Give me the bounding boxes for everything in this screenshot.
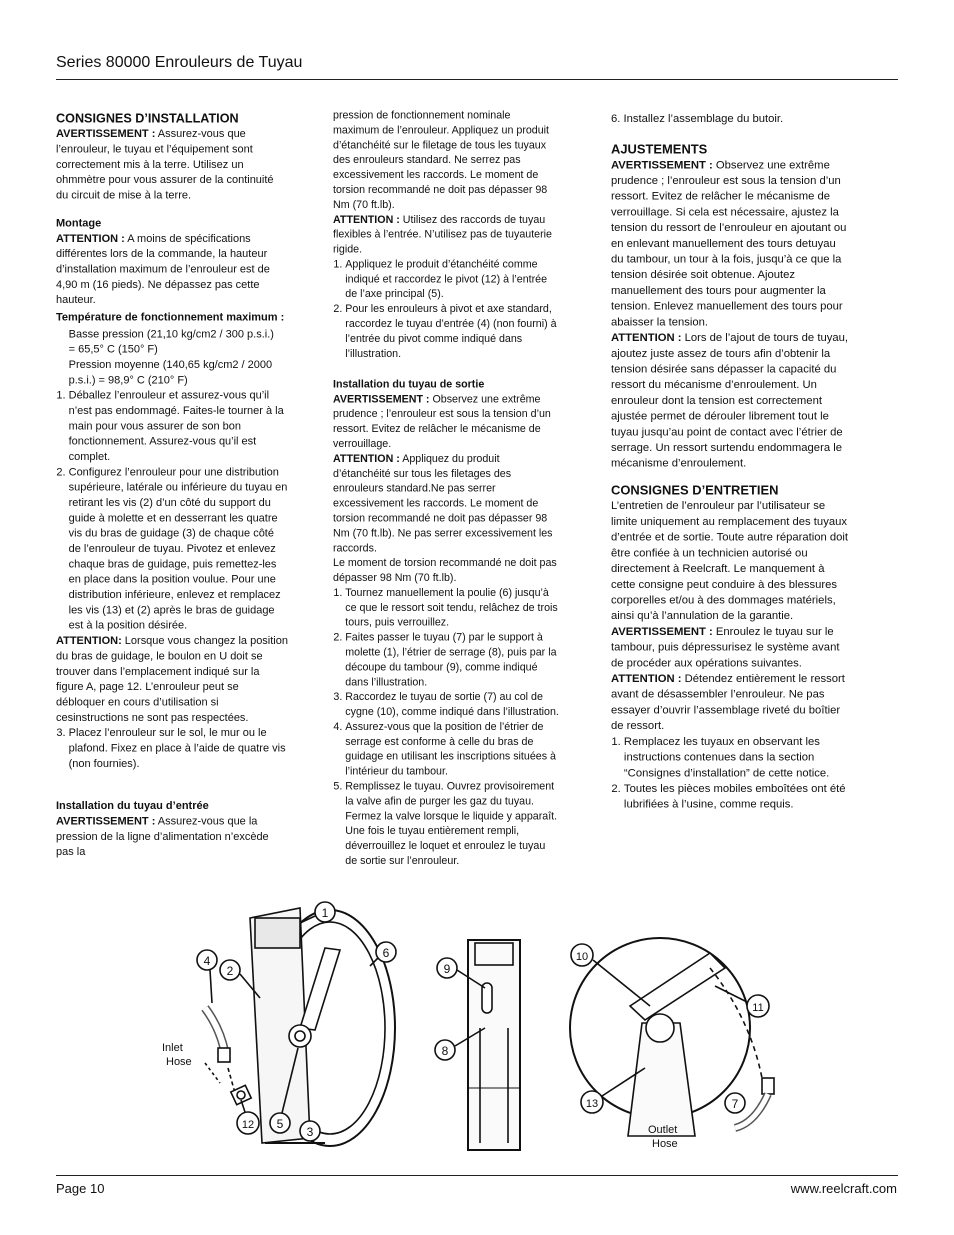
heading-maintenance: CONSIGNES D’ENTRETIEN bbox=[611, 482, 779, 498]
inlet-label-line1: Inlet bbox=[162, 1042, 183, 1054]
outlet-label-line2: Hose bbox=[652, 1138, 678, 1150]
attention-text: Lorsque vous changez la position du bras de guidage, le boulon en U doit se trouver dans l’emplacement indiqué sur la figure A, page 12. L’enrouleur peut se débloquer en cours d’utilisation si cesinstructions ne sont pas respectées. bbox=[56, 634, 288, 724]
attention-sealant bbox=[333, 451, 559, 555]
callout-6 bbox=[370, 942, 396, 966]
attention-text: Appliquez du produit d’étanchéité sur tous les filetages des enrouleurs standard.Ne pas serrer excessivement les raccords. Le moment de torsion recommandé ne doit pas dépasser 98 Nm (70 ft.lb). Ne pas serrer excessivement les raccords. bbox=[333, 452, 553, 554]
outlet-step-3: 3. Raccordez le tuyau de sortie (7) au col de cygne (10), comme indiqué dans l’illustration. bbox=[345, 690, 559, 720]
warning-label: AVERTISSEMENT : bbox=[56, 814, 156, 828]
attention-text: A moins de spécifications différentes lors de la commande, la hauteur d’installation maximum de l’enrouleur est de 4,90 m (16 pieds). Ne dépassez pas cette hauteur. bbox=[56, 231, 270, 306]
page-header-title: Series 80000 Enrouleurs de Tuyau bbox=[56, 54, 303, 71]
warning-spring-tension bbox=[333, 392, 559, 452]
warning-text: Assurez-vous que la pression de la ligne d’alimentation n’excède pas la bbox=[56, 814, 269, 858]
torque-note: Le moment de torsion recommandé ne doit pas dépasser 98 Nm (70 ft.lb). bbox=[333, 556, 557, 584]
install-step-2: 2. Configurez l’enrouleur pour une distribution supérieure, latérale ou inférieure du tuyau en retirant les vis (2) d’un côté du support du guide à molette et en desserrant les quatre vis du bras de guidage (3) de chaque côté de l’enrouleur de tuyau. Pivotez et enlevez chaque bras de guidage, puis remettez-les en place dans la position voulue. Pour une distribution inférieure, enlevez et remplacez les vis (13) et (2) après le bras de guidage est à la position désirée. bbox=[69, 465, 289, 634]
inlet-step-1: 1. Appliquez le produit d’étanchéité comme indiqué et raccordez le pivot (12) à l’entrée de l’axe principal (5). bbox=[345, 257, 559, 302]
warning-label: AVERTISSEMENT : bbox=[611, 624, 713, 638]
attention-label: ATTENTION : bbox=[56, 231, 125, 245]
warning-depressurize bbox=[611, 624, 849, 671]
callout-1 bbox=[300, 902, 335, 923]
install-step-3: 3. Placez l’enrouleur sur le sol, le mur ou le plafond. Fixez en place à l’aide de quatre vis (non fournies). bbox=[69, 725, 289, 771]
callout-4 bbox=[197, 950, 217, 1003]
outlet-step-1: 1. Tournez manuellement la poulie (6) jusqu’à ce que le ressort soit tendu, relâchez de trois tours, puis verrouillez. bbox=[345, 585, 559, 630]
heading-inlet-hose: Installation du tuyau d’entrée bbox=[56, 799, 209, 812]
column-left bbox=[56, 111, 289, 860]
warning-text: Enroulez le tuyau sur le tambour, puis dépressurisez le système avant de procéder aux opérations suivantes. bbox=[611, 624, 840, 670]
heading-temperature: Température de fonctionnement maximum : bbox=[56, 310, 285, 323]
heading-outlet-hose: Installation du tuyau de sortie bbox=[333, 377, 485, 391]
heading-adjustments: AJUSTEMENTS bbox=[611, 141, 708, 157]
svg-text:8: 8 bbox=[441, 1044, 449, 1058]
callout-3 bbox=[300, 1121, 320, 1141]
svg-text:11: 11 bbox=[752, 1002, 764, 1014]
maintenance-step-1: 1. Remplacez les tuyaux en observant les instructions contenues dans la section “Consignes d’installation” de cette notice. bbox=[624, 734, 849, 781]
footer-rule bbox=[56, 1175, 898, 1176]
svg-text:5: 5 bbox=[276, 1117, 284, 1131]
outlet-step-6: 6. Installez l’assemblage du butoir. bbox=[611, 111, 784, 125]
attention-label: ATTENTION: bbox=[56, 634, 122, 647]
column-right bbox=[611, 111, 849, 812]
warning-text: Observez une extrême prudence ; l’enrouleur est sous la tension d’un ressort. Evitez de relâcher le mécanisme de verrouillage. Si cela est nécessaire, ajustez la tension du ressort de l’enrouleur en ajoutant ou en enlevant manuellement des tours detuyau du tambour, un tour à la fois, jusqu’à ce que la tension désirée soit obtenue. Ajoutez manuellement des tours pour augmenter la tension. Enlevez manuellement des tours pour abaisser la tension. bbox=[611, 158, 847, 329]
install-step-1: 1. Déballez l’enrouleur et assurez-vous qu’il n’est pas endommagé. Faites-le tourner à la main pour vous assurer de son bon fonctionnement. Assurez-vous qu’il est complet. bbox=[69, 388, 289, 465]
attention-adding-wraps bbox=[611, 330, 849, 471]
install-steps-list-cont bbox=[56, 725, 289, 771]
inlet-pressure-continued: pression de fonctionnement nominale maximum de l’enrouleur. Appliquez un produit d’étanchéité sur le filetage de tous les tuyaux des enrouleurs standard. Ne serrez pas excessivement les raccords. Le moment de torsion recommandé ne doit pas dépasser 98 Nm (70 ft.lb). bbox=[333, 108, 550, 211]
footer-url: www.reelcraft.com bbox=[790, 1181, 897, 1196]
outlet-steps-list bbox=[333, 585, 559, 868]
attention-label: ATTENTION : bbox=[333, 452, 400, 465]
maintenance-steps-list bbox=[611, 734, 849, 813]
warning-label: AVERTISSEMENT : bbox=[611, 158, 713, 172]
temp-low-pressure: Basse pression (21,10 kg/cm2 / 300 p.s.i.) = 65,5° C (150° F) bbox=[68, 327, 274, 356]
header-rule bbox=[56, 79, 898, 80]
warning-label: AVERTISSEMENT : bbox=[333, 392, 430, 405]
heading-montage: Montage bbox=[56, 216, 102, 230]
callout-7 bbox=[725, 1093, 745, 1113]
warning-label: AVERTISSEMENT : bbox=[56, 127, 156, 140]
warning-adjust-tension bbox=[611, 157, 849, 330]
attention-label: ATTENTION : bbox=[611, 330, 682, 344]
attention-height bbox=[56, 231, 289, 308]
outlet-label-line1: Outlet bbox=[648, 1124, 678, 1136]
svg-text:7: 7 bbox=[731, 1097, 739, 1111]
svg-text:1: 1 bbox=[321, 906, 329, 920]
temp-medium-pressure: Pression moyenne (140,65 kg/cm2 / 2000 p.s.i.) = 98,9° C (210° F) bbox=[68, 358, 273, 387]
attention-text: Lors de l’ajout de tours de tuyau, ajoutez juste assez de tours afin d’obtenir la tension désirée sans dépasser la capacité du ressort du mécanisme d’enroulement. Un enrouleur dont la tension est correctement ajustée permet de dérouler librement tout le tuyau jusqu’au point de contact avec l’étrier de serrage. Un ressort surtendu endommagera le mécanisme d’enroulement. bbox=[611, 330, 849, 470]
install-steps-list bbox=[56, 388, 289, 633]
svg-text:9: 9 bbox=[443, 962, 451, 976]
inlet-steps-list bbox=[333, 257, 559, 361]
inlet-step-2: 2. Pour les enrouleurs à pivot et axe standard, raccordez le tuyau d’entrée (4) (non fourni) à l’entrée du pivot comme indiqué dans l’illustration. bbox=[345, 302, 559, 362]
svg-text:6: 6 bbox=[382, 946, 390, 960]
outlet-step-4: 4. Assurez-vous que la position de l’étrier de serrage est conforme à celle du bras de guidage en utilisant les inscriptions situées à l’intérieur du tambour. bbox=[345, 719, 559, 779]
attention-guide-arm bbox=[56, 633, 289, 725]
attention-text: Détendez entièrement le ressort avant de désassembler l’enrouleur. Ne pas essayer d’ouvrir l’assemblage riveté du boîtier de ressort. bbox=[611, 671, 845, 732]
page-number: Page 10 bbox=[56, 1181, 105, 1196]
column-middle bbox=[333, 108, 559, 868]
svg-text:4: 4 bbox=[203, 954, 211, 968]
hose-reel-illustration bbox=[150, 888, 800, 1168]
inlet-label-line2: Hose bbox=[166, 1056, 192, 1068]
outlet-step-2: 2. Faites passer le tuyau (7) par le support à molette (1), l’étrier de serrage (8), puis par la découpe du tambour (9), comme indiqué dans l’illustration. bbox=[345, 630, 559, 690]
heading-installation: CONSIGNES D’INSTALLATION bbox=[56, 111, 239, 126]
reel-side-view bbox=[205, 908, 395, 1146]
maintenance-text: L’entretien de l’enrouleur par l’utilisateur se limite uniquement au remplacement des tuyaux d’entrée et de sortie. Toute autre réparation doit être confiée à un technicien autorisé ou directement à Reelcraft. Le manquement à cette consigne peut conduire à des blessures corporelles et/ou à des dommages matériels, ainsi qu’à l’annulation de la garantie. bbox=[611, 499, 849, 622]
callout-12 bbox=[237, 1100, 259, 1134]
outlet-step-5: 5. Remplissez le tuyau. Ouvrez provisoirement la valve afin de purger les gaz du tuyau. Fermez la valve lorsque le liquide y apparaît. Une fois le tuyau entièrement rempli, déverrouillez le loquet et enroulez le tuyau de sortie sur l’enrouleur. bbox=[345, 779, 559, 868]
reel-front-view bbox=[468, 940, 520, 1150]
svg-text:2: 2 bbox=[226, 964, 234, 978]
attention-label: ATTENTION : bbox=[611, 671, 682, 685]
maintenance-step-2: 2. Toutes les pièces mobiles emboîtées ont été lubrifiées à l’usine, comme requis. bbox=[624, 781, 849, 812]
attention-flexible-fittings bbox=[333, 212, 559, 257]
warning-text: Assurez-vous que l’enrouleur, le tuyau et l’équipement sont correctement mis à la terre. Utilisez un ohmmètre pour vous assurer de la continuité du circuit de mise à la terre. bbox=[56, 127, 274, 202]
attention-spring-release bbox=[611, 671, 849, 734]
svg-text:3: 3 bbox=[306, 1125, 314, 1139]
svg-text:13: 13 bbox=[585, 1098, 599, 1110]
attention-label: ATTENTION : bbox=[333, 213, 400, 226]
warning-text: Observez une extrême prudence ; l’enrouleur est sous la tension d’un ressort. Evitez de relâcher le mécanisme de verrouillage. bbox=[333, 392, 551, 450]
svg-text:12: 12 bbox=[241, 1119, 255, 1131]
attention-text: Utilisez des raccords de tuyau flexibles à l’entrée. N’utilisez pas de tuyauterie rigide. bbox=[333, 213, 552, 256]
svg-text:10: 10 bbox=[575, 951, 589, 963]
warning-grounding bbox=[56, 126, 289, 203]
warning-inlet-pressure bbox=[56, 814, 289, 860]
